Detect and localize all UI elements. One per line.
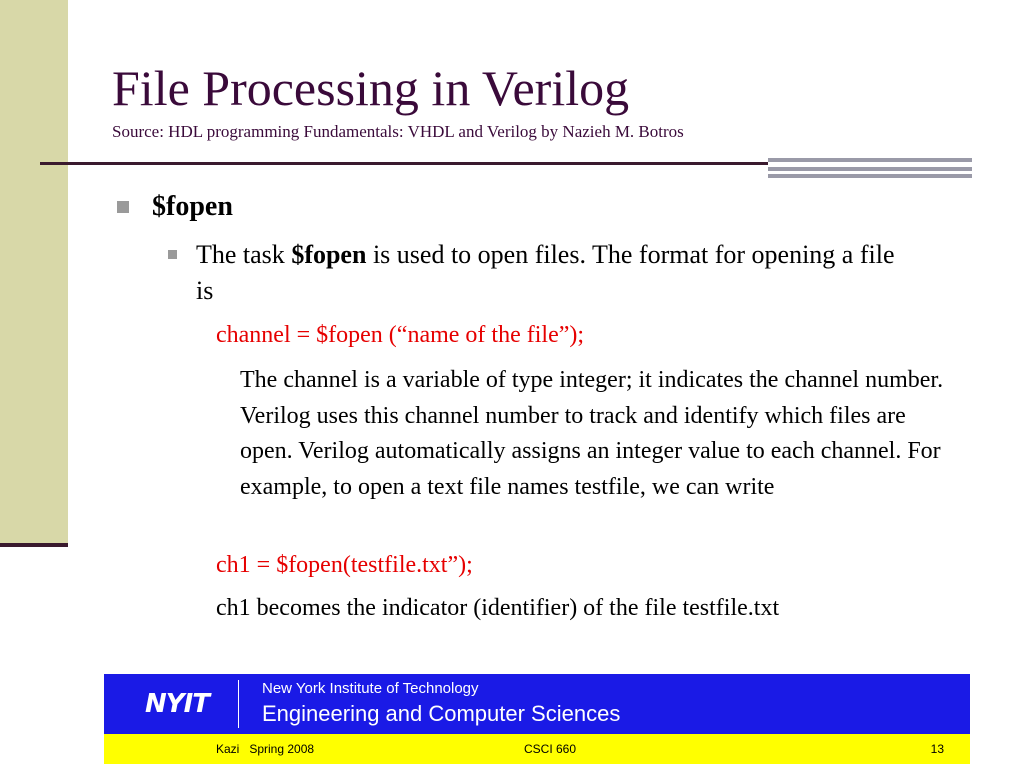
sub-bullet-square-icon [168,250,177,259]
nyit-logo [120,678,234,728]
title-divider-accent-2 [768,167,972,171]
logo-divider [238,680,239,728]
svg-text:NYIT: NYIT [145,689,209,717]
slide-title: File Processing in Verilog [112,60,630,116]
sub-bullet-post: is used to open files. The format for opening a file is [196,240,895,305]
footer-page-number: 13 [930,742,944,756]
nyit-logo-icon [125,689,229,717]
institution-name: New York Institute of Technology [262,680,479,697]
sub-bullet-pre: The task [196,240,292,269]
slide-subtitle: Source: HDL programming Fundamentals: VHDL and Verilog by Nazieh M. Botros [112,122,684,141]
sub-bullet-bold: $fopen [291,240,367,269]
title-divider-accent-1 [768,158,972,162]
department-name: Engineering and Computer Sciences [262,701,621,726]
footer-author-term: Kazi Spring 2008 [216,742,315,756]
code-fopen-syntax: channel = $fopen (“name of the file”); [216,322,585,348]
footer-course: CSCI 660 [524,742,577,756]
left-accent-divider [0,543,68,547]
code-fopen-example: ch1 = $fopen(testfile.txt”); [216,552,473,578]
title-divider-accent-3 [768,174,972,178]
identifier-note: ch1 becomes the indicator (identifier) of the file testfile.txt [216,595,780,621]
bullet-square-icon [117,201,129,213]
left-accent-strip [0,0,68,546]
footer-bar [104,734,970,764]
sub-bullet-description [196,237,916,309]
title-divider [40,162,768,165]
bullet-fopen-heading: $fopen [152,191,233,222]
channel-explanation: The channel is a variable of type integer; it indicates the channel number. Verilog uses this channel number to track and identify which files are open. Verilog automatically assigns an integer value to each channel. For example, to open a text file names testfile, we can write [240,367,944,500]
